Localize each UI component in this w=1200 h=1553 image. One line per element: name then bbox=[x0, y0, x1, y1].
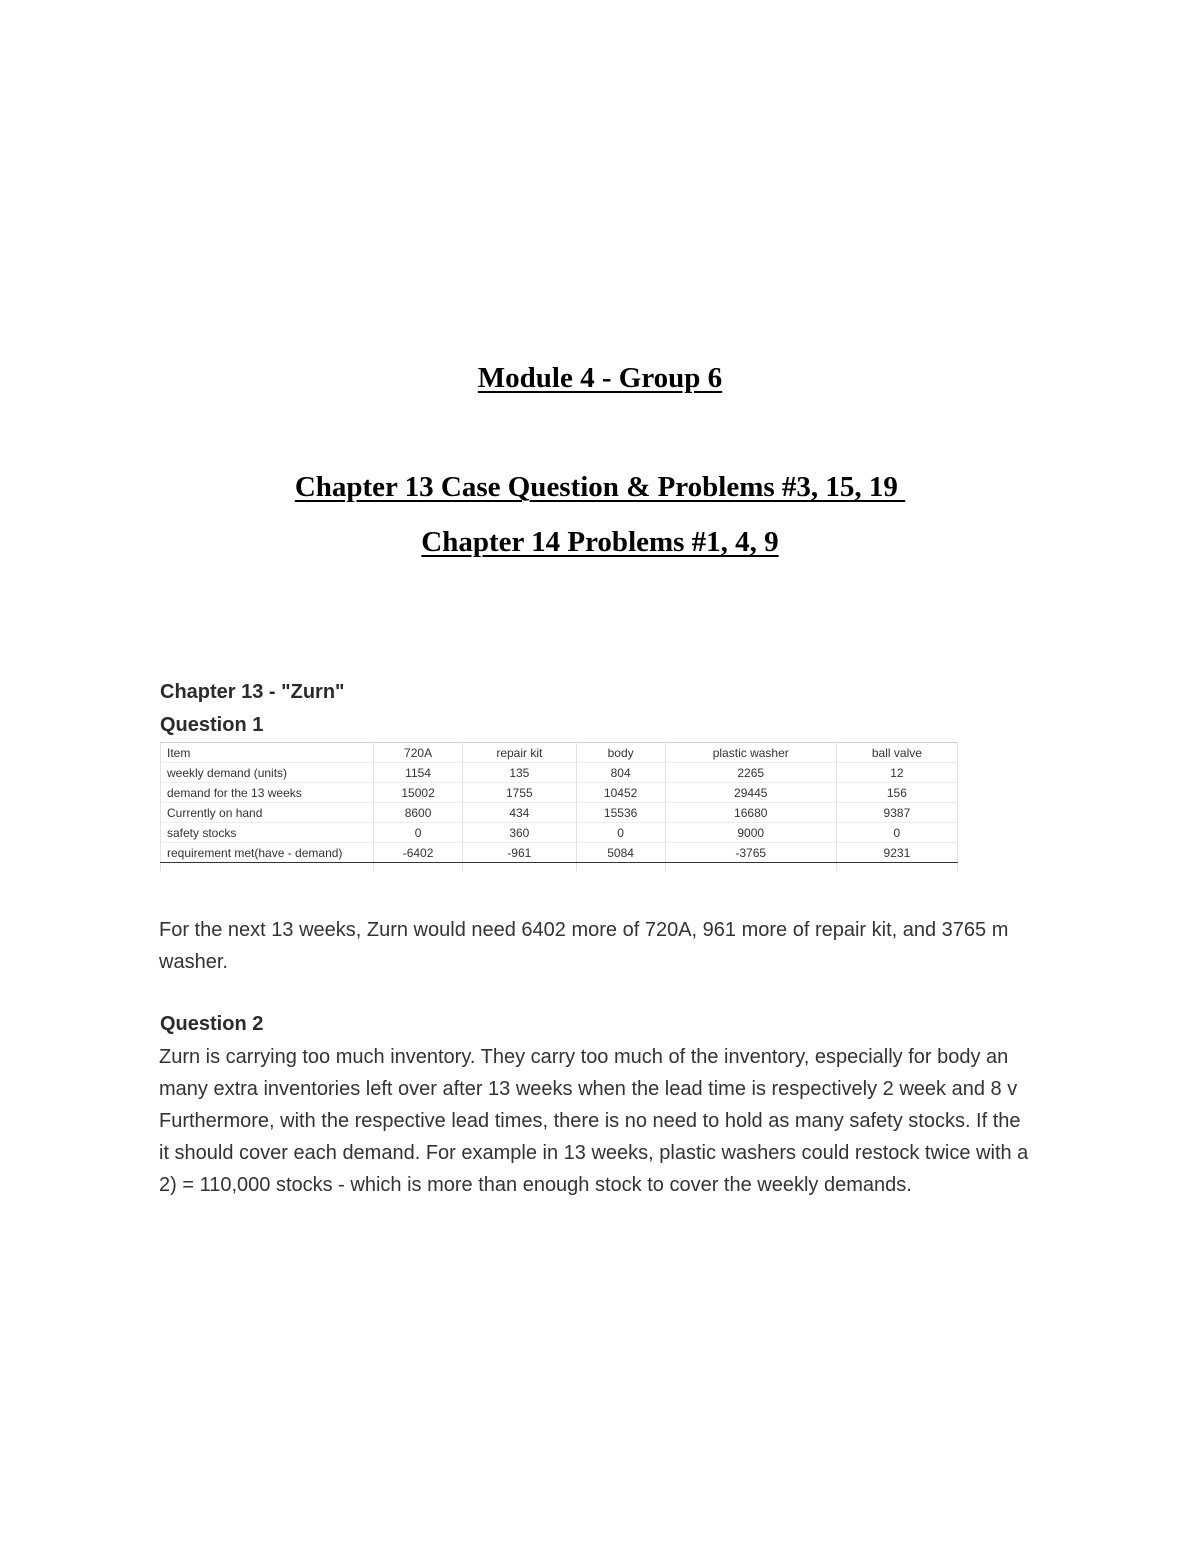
table-cell: 29445 bbox=[665, 783, 836, 803]
table-cell: 0 bbox=[374, 823, 463, 843]
table-cell: 5084 bbox=[576, 843, 665, 863]
table-cell: 0 bbox=[576, 823, 665, 843]
table-cell: demand for the 13 weeks bbox=[161, 783, 374, 803]
table-header-cell: plastic washer bbox=[665, 743, 836, 763]
table-cell: 1154 bbox=[374, 763, 463, 783]
table-cell bbox=[836, 863, 957, 872]
table-header-row bbox=[161, 743, 958, 763]
table-row bbox=[161, 843, 958, 863]
module-title: Module 4 - Group 6 bbox=[477, 362, 723, 394]
question1-heading: Question 1 bbox=[160, 714, 264, 736]
table-row bbox=[161, 803, 958, 823]
table-cell: weekly demand (units) bbox=[161, 763, 374, 783]
answer-line: washer. bbox=[159, 951, 228, 973]
table-cell bbox=[665, 863, 836, 872]
table-row bbox=[161, 823, 958, 843]
table-cell: 156 bbox=[836, 783, 957, 803]
table-cell: 15536 bbox=[576, 803, 665, 823]
table-cell bbox=[374, 863, 463, 872]
answer-line: 2) = 110,000 stocks - which is more than enough stock to cover the weekly demands. bbox=[159, 1174, 912, 1196]
answer-line: For the next 13 weeks, Zurn would need 6402 more of 720A, 961 more of repair kit, and 3765 m bbox=[159, 919, 1009, 941]
chapter13-title: Chapter 13 Case Question & Problems #3, 15, 19 bbox=[294, 471, 906, 503]
table-cell: 9000 bbox=[665, 823, 836, 843]
table-cell bbox=[463, 863, 576, 872]
table-cell: 9387 bbox=[836, 803, 957, 823]
table-cell: 2265 bbox=[665, 763, 836, 783]
table-cell bbox=[161, 863, 374, 872]
table-cell: 360 bbox=[463, 823, 576, 843]
table-cell: 12 bbox=[836, 763, 957, 783]
table-cell: requirement met(have - demand) bbox=[161, 843, 374, 863]
table-cell: 10452 bbox=[576, 783, 665, 803]
table-cell: 8600 bbox=[374, 803, 463, 823]
table-cell: 0 bbox=[836, 823, 957, 843]
table-cell bbox=[576, 863, 665, 872]
inventory-table bbox=[160, 742, 958, 871]
answer-line: many extra inventories left over after 13 weeks when the lead time is respectively 2 week and 8 v bbox=[159, 1078, 1018, 1100]
table-cell: 434 bbox=[463, 803, 576, 823]
answer-line: it should cover each demand. For example in 13 weeks, plastic washers could restock twice with a bbox=[159, 1142, 1029, 1164]
table-row bbox=[161, 763, 958, 783]
table-cell: -961 bbox=[463, 843, 576, 863]
table-cell: -6402 bbox=[374, 843, 463, 863]
table-cell: 1755 bbox=[463, 783, 576, 803]
table-header-cell: ball valve bbox=[836, 743, 957, 763]
table-cell: 16680 bbox=[665, 803, 836, 823]
table-cell: 804 bbox=[576, 763, 665, 783]
question2-answer bbox=[159, 1041, 1104, 1201]
answer-line: Furthermore, with the respective lead times, there is no need to hold as many safety stocks. If the bbox=[159, 1110, 1021, 1132]
chapter14-title: Chapter 14 Problems #1, 4, 9 bbox=[421, 526, 779, 558]
table-header-cell: Item bbox=[161, 743, 374, 763]
table-cell: 15002 bbox=[374, 783, 463, 803]
question1-answer bbox=[159, 914, 1104, 978]
table-cell: 9231 bbox=[836, 843, 957, 863]
table-header-cell: repair kit bbox=[463, 743, 576, 763]
table-header-cell: 720A bbox=[374, 743, 463, 763]
chapter13-heading: Chapter 13 - "Zurn" bbox=[160, 681, 345, 703]
question2-heading: Question 2 bbox=[160, 1013, 264, 1035]
table-header-cell: body bbox=[576, 743, 665, 763]
table-cell: safety stocks bbox=[161, 823, 374, 843]
table-cell: Currently on hand bbox=[161, 803, 374, 823]
table-row bbox=[161, 783, 958, 803]
table-cell: 135 bbox=[463, 763, 576, 783]
table-blank-row bbox=[161, 863, 958, 872]
table-cell: -3765 bbox=[665, 843, 836, 863]
answer-line: Zurn is carrying too much inventory. They carry too much of the inventory, especially for body an bbox=[159, 1046, 1009, 1068]
